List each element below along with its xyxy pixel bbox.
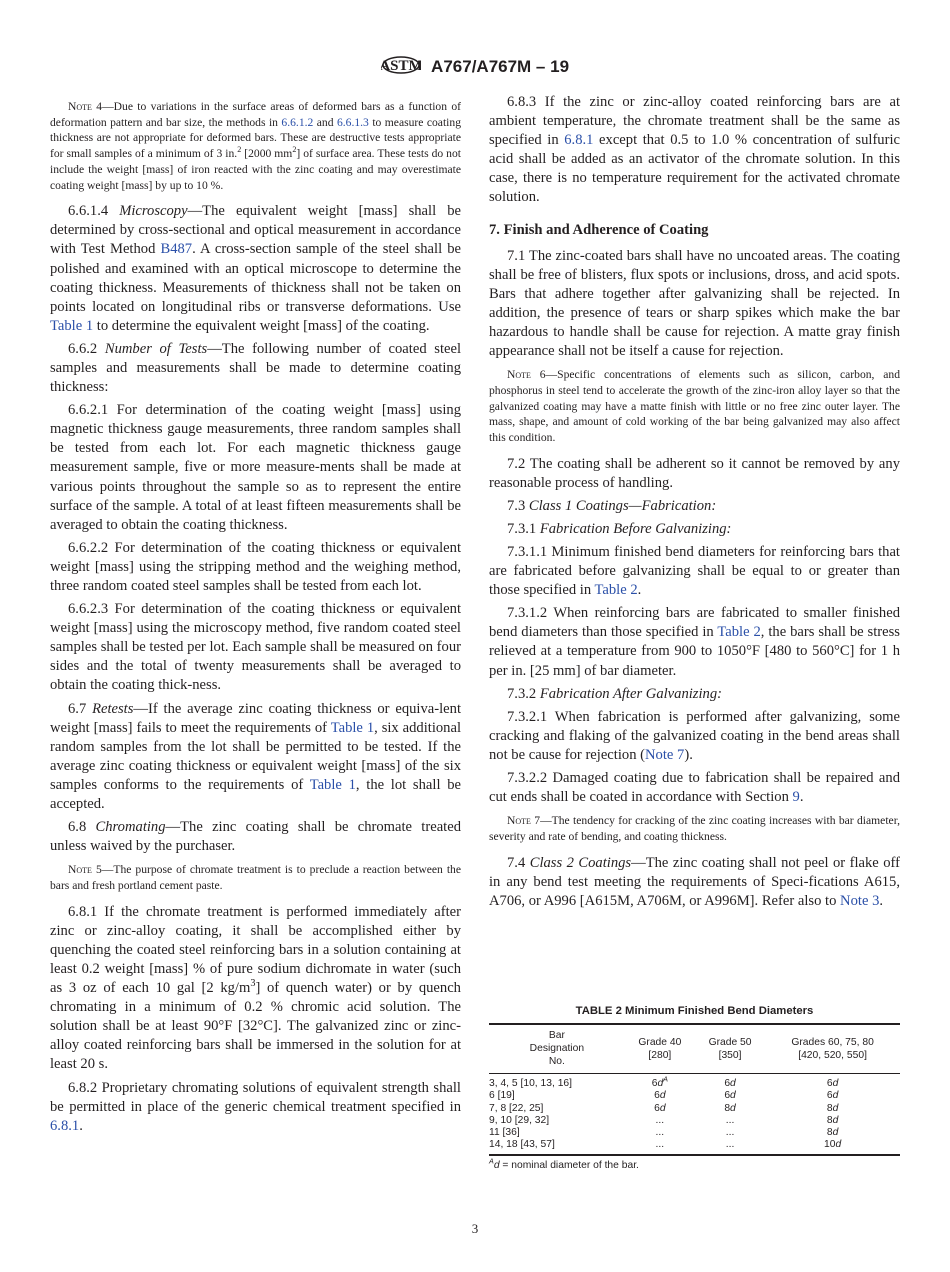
cell-value: 7, 8 [22, 25] — [489, 1102, 544, 1114]
header-line: [350] — [718, 1049, 742, 1061]
italic-text: Microscopy — [119, 203, 188, 220]
text-run: . — [637, 582, 642, 599]
text-run: 6.6.2.1 For determination of the coating weight [mass] using magnetic thickness gauge measurements, three random samples shall be tested from each lot. For each magnetic thickness gauge measurement sample, five or more measure-ments shall be made at various points throughout the sample so as to represent the entire surface of the sample. A total of at least fifteen measurements shall be averaged to obtain the coating thickness. — [50, 402, 461, 533]
text-run: , the lot shall be accepted. — [50, 776, 461, 813]
text-run: 6.8.2 Proprietary chromating solutions of equivalent strength shall be permitted in place of the generic chemical treatment specified in — [50, 1079, 461, 1115]
cross-reference-link[interactable]: Table 1 — [330, 719, 375, 736]
table-cell — [489, 1127, 625, 1139]
cell-value: 9, 10 [29, 32] — [489, 1114, 550, 1126]
note-label: Note 5 — [68, 863, 102, 877]
text-run: 6.8.1 If the chromate treatment is performed immediately after zinc or zinc-alloy coating, it shall be accomplished either by quenching the coated steel reinforcing bars in a solution containing at least 0.2 weight [mass] % of pure sodium dichromate in water (such as 3 oz of each 10 gal [2 kg/m — [50, 903, 461, 997]
table-cell — [695, 1074, 765, 1091]
table-cell — [625, 1074, 695, 1091]
cell-value: 8d — [826, 1102, 839, 1114]
table-cell — [765, 1090, 900, 1102]
paragraph — [489, 497, 900, 516]
cell-value: 6d — [826, 1078, 839, 1089]
note — [50, 862, 461, 893]
italic-text: Class 2 Coatings — [529, 854, 632, 871]
text-run: —The equivalent weight [mass] shall be determined by cross-sectional and optical measurement in accordance with Test Method — [50, 203, 461, 258]
astm-logo-icon — [381, 52, 421, 83]
text-run: 7.3.1 — [507, 520, 540, 537]
text-run: , six additional random samples from the lot shall be permitted to be tested. If the average zinc coating thickness or equivalent weight [mass] of the six samples conforms to the requirements of — [50, 719, 461, 793]
paragraph — [50, 903, 461, 1075]
left-column — [50, 93, 461, 1140]
text-run: . A cross-section sample of the steel shall be polished and examined with an optical microscope to determine the coating thickness. Measurements of thickness shall not be taken on points located on longitudinal ribs or transverse deformations. Use — [50, 241, 461, 315]
cross-reference-link[interactable]: Table 2 — [717, 624, 761, 641]
note — [489, 813, 900, 844]
cell-value: 6d — [654, 1102, 666, 1114]
table-cell — [489, 1103, 625, 1115]
note — [50, 99, 461, 193]
table-footnote — [489, 1156, 900, 1171]
header-line: Grade 40 — [638, 1036, 682, 1048]
section-heading — [489, 222, 900, 239]
text-run: ] of surface area. These tests do not include the weight [mass] of iron reacted with the zinc coating and may overestimate coating weight [mass] by up to 10 %. — [50, 147, 461, 192]
cross-reference-link[interactable]: Note 7 — [645, 746, 685, 763]
cross-reference-link[interactable]: Table 2 — [594, 582, 638, 599]
cell-value: 6d — [826, 1090, 839, 1102]
cell-value: 8d — [826, 1114, 839, 1126]
cross-reference-link[interactable]: Note 3 — [840, 892, 880, 909]
text-run: ] of quench water) or by quench chromating in a minimum of 0.2 % chromic acid solution. The solution shall be at least 90°F [32°C]. The galvanized zinc or zinc-alloy coated reinforcing bars shall be immersed in the solution for at least 20 s. — [50, 980, 461, 1073]
table-cell — [625, 1090, 695, 1102]
text-run: 7.4 — [507, 854, 530, 871]
text-run: . — [799, 789, 804, 806]
cross-reference-link[interactable]: 6.8.1 — [564, 132, 594, 149]
text-run: —Due to variations in the surface areas of deformed bars as a function of deformation pattern and bar size, the methods in — [50, 100, 461, 129]
table-row — [489, 1115, 900, 1127]
cross-reference-link[interactable]: 6.6.1.3 — [336, 115, 369, 129]
table-cell — [695, 1139, 765, 1154]
table-2 — [489, 1005, 900, 1171]
text-run: —Specific concentrations of elements such as silicon, carbon, and phosphorus in steel tend to accelerate the growth of the zinc-iron alloy layer so that the galvanized coating may have a matte finish with little or no free zinc outer layer. The mass, shape, and amount of cold working of the bar being galvanized may also affect this condition. — [489, 368, 901, 444]
text-run: . — [879, 892, 884, 909]
text-run: ). — [684, 746, 693, 763]
cell-value: 14, 18 [43, 57] — [489, 1139, 555, 1151]
svg-text:ASTM: ASTM — [380, 58, 421, 74]
cell-value: ... — [725, 1139, 735, 1151]
text-run: 6.6.2.2 For determination of the coating thickness or equivalent weight [mass] using the stripping method and the weighing method, three random coated steel samples shall be tested from each lot. — [50, 539, 461, 594]
text-run: —The tendency for cracking of the zinc coating increases with bar diameter, severity and rate of bending, and coating thickness. — [489, 814, 900, 843]
text-run: —The purpose of chromate treatment is to preclude a reaction between the bars and fresh portland cement paste. — [50, 863, 462, 893]
text-run: 6.6.2.3 For determination of the coating thickness or equivalent weight [mass] using the microscopy method, five random coated steel samples shall be tested per lot. Each sample shall be measured on four sides and the total of twenty measurements shall be averaged to obtain the coating thick-ness. — [50, 601, 461, 694]
note-label: Note 7 — [507, 814, 541, 828]
paragraph — [489, 604, 900, 680]
header-line: No. — [548, 1056, 565, 1067]
footnote-variable: d — [493, 1159, 500, 1171]
header-line: Grade 50 — [708, 1036, 752, 1048]
text-run: 7.3 — [507, 497, 529, 514]
text-run: 7.3.1.2 When reinforcing bars are fabricated to smaller finished bend diameters than those specified in — [489, 605, 900, 641]
paragraph — [489, 520, 900, 539]
paragraph — [489, 93, 900, 208]
text-run: 7.2 The coating shall be adherent so it cannot be removed by any reasonable process of handling. — [489, 455, 900, 491]
column-header — [765, 1024, 900, 1074]
table-cell — [625, 1139, 695, 1154]
right-column — [489, 93, 900, 915]
text-run: 7.3.2.2 Damaged coating due to fabrication shall be repaired and cut ends shall be coated in accordance with Section — [489, 770, 900, 806]
page-number: 3 — [471, 1221, 479, 1236]
table-cell — [765, 1127, 900, 1139]
table-cell — [489, 1115, 625, 1127]
table-row — [489, 1139, 900, 1154]
paragraph — [489, 455, 900, 493]
cell-value: 6d — [651, 1078, 664, 1089]
cell-value: 8d — [826, 1127, 839, 1139]
table-cell — [489, 1074, 625, 1091]
cross-reference-link[interactable]: Table 1 — [50, 317, 94, 334]
text-run: to determine the equivalent weight [mass] of the coating. — [93, 317, 430, 334]
text-run: 6.7 — [68, 700, 93, 717]
italic-text: Fabrication After Galvanizing: — [539, 685, 722, 702]
superscript: 2 — [237, 145, 242, 155]
document-designation: A767/A767M – 19 — [431, 56, 570, 76]
table-cell — [765, 1103, 900, 1115]
footnote-mark: A — [489, 1156, 494, 1166]
text-run: 7.3.2.1 When fabrication is performed after galvanizing, some cracking and flaking of the galvanized coating in the bend areas shall not be cause for rejection ( — [489, 708, 900, 763]
paragraph — [50, 600, 461, 695]
table-cell — [489, 1090, 625, 1102]
table-cell — [695, 1103, 765, 1115]
cross-reference-link[interactable]: 6.6.1.2 — [281, 115, 314, 129]
table-row — [489, 1074, 900, 1091]
page-header — [0, 52, 950, 83]
paragraph — [489, 708, 900, 765]
paragraph — [50, 818, 461, 856]
cell-value: ... — [655, 1114, 665, 1126]
text-run: to measure coating thickness are not appropriate for deformed bars. These are destructive tests appropriate for small samples of a minimum of 3 in. — [50, 115, 461, 161]
paragraph — [50, 340, 461, 397]
cell-value: ... — [655, 1139, 665, 1151]
text-run: 6.8 — [68, 819, 96, 836]
paragraph — [50, 539, 461, 596]
footnote-text: = nominal diameter of the bar. — [499, 1159, 639, 1171]
paragraph — [489, 769, 900, 807]
footnote-mark: A — [663, 1074, 668, 1084]
cell-value: 6d — [654, 1090, 666, 1102]
header-line: [420, 520, 550] — [798, 1049, 867, 1061]
paragraph — [489, 247, 900, 362]
column-header — [625, 1024, 695, 1074]
italic-text: Retests — [92, 700, 134, 717]
superscript: 2 — [292, 145, 297, 155]
cross-reference-link[interactable]: 6.8.1 — [50, 1117, 80, 1134]
column-header — [489, 1024, 625, 1074]
header-line: Designation — [529, 1043, 585, 1054]
table-cell — [695, 1127, 765, 1139]
table-cell — [695, 1090, 765, 1102]
table-cell — [625, 1103, 695, 1115]
text-run: , the bars shall be stress relieved at a temperature from 900 to 1050°F [480 to 560°C] for 1 h per in. [25 mm] of bar diameter. — [489, 624, 900, 679]
italic-text: Number of Tests — [104, 340, 208, 357]
table-row — [489, 1127, 900, 1139]
text-run: —The following number of coated steel samples and measurements shall be made to determine coating thickness: — [50, 340, 462, 396]
text-run: —If the average zinc coating thickness or equiva-lent weight [mass] fails to meet the requirements of — [50, 700, 462, 736]
table-cell — [695, 1115, 765, 1127]
text-run: 7.3.2 — [507, 685, 540, 702]
cell-value: 6d — [724, 1090, 736, 1102]
cell-value: 10d — [823, 1139, 842, 1151]
text-run: —The zinc coating shall not peel or flake off in any bend test meeting the requirements of Speci-fications A615, A706, or A996 [A615M, A706M, or A996M]. Refer also to — [489, 854, 901, 909]
table-caption: TABLE 2 Minimum Finished Bend Diameters — [575, 1005, 814, 1017]
text-run: . — [79, 1117, 83, 1134]
note — [489, 367, 900, 446]
paragraph — [50, 700, 461, 815]
cross-reference-link[interactable]: 9 — [792, 789, 800, 806]
cell-value: ... — [725, 1127, 735, 1139]
table-row — [489, 1103, 900, 1115]
header-line: Grades 60, 75, 80 — [791, 1036, 874, 1048]
note-label: Note 6 — [507, 368, 546, 382]
italic-text: Fabrication Before Galvanizing: — [539, 520, 732, 537]
note-label: Note 4 — [68, 100, 103, 113]
header-line: [280] — [648, 1049, 672, 1061]
text-run: 7.1 The zinc-coated bars shall have no uncoated areas. The coating shall be free of blisters, flux spots or inclusions, dross, and acid spots. Bars that adhere together after galvanizing shall be rejected. In addition, the presence of tears or sharp spikes which make the bar hazardous to handle shall be cause for rejection. A matte gray finish appearance shall not be itself a cause for rejection. — [489, 247, 900, 360]
text-run: 6.8.3 If the zinc or zinc-alloy coated reinforcing bars are at ambient temperature, the chromate treatment shall be the same as specified in — [489, 94, 900, 149]
superscript: 3 — [250, 978, 256, 990]
text-run: [2000 mm — [241, 147, 293, 161]
text-run: —The zinc coating shall be chromate treated unless waived by the purchaser. — [50, 819, 462, 855]
text-run: 6.6.1.4 — [68, 203, 120, 220]
cell-value: 11 [36] — [489, 1127, 520, 1139]
italic-text: Chromating — [95, 819, 166, 836]
cell-value: 6 [19] — [489, 1090, 515, 1102]
paragraph — [50, 202, 461, 336]
paragraph — [489, 854, 900, 911]
paragraph — [489, 685, 900, 704]
cell-value: ... — [725, 1114, 735, 1126]
italic-text: Class 1 Coatings—Fabrication: — [528, 497, 717, 514]
table-cell — [765, 1115, 900, 1127]
cross-reference-link[interactable]: Table 1 — [309, 776, 356, 793]
text-run: 7. Finish and Adherence of Coating — [489, 221, 709, 238]
paragraph — [50, 401, 461, 535]
cell-value: 3, 4, 5 [10, 13, 16] — [489, 1078, 573, 1089]
text-run: 7.3.1.1 Minimum finished bend diameters for reinforcing bars that are fabricated before galvanizing shall be equal to or greater than those specified in — [489, 544, 900, 599]
table-cell — [625, 1115, 695, 1127]
table-row — [489, 1090, 900, 1102]
table-cell — [625, 1127, 695, 1139]
cell-value: 8d — [724, 1102, 736, 1114]
paragraph — [489, 543, 900, 600]
table-cell — [765, 1139, 900, 1154]
table-cell — [765, 1074, 900, 1091]
text-run: 6.6.2 — [68, 340, 105, 357]
text-run: except that 0.5 to 1.0 % concentration of sulfuric acid shall be added as an activator of the chromate solution. In this case, there is no temperature requirement for the activated chromate solution. — [489, 132, 901, 206]
column-header — [695, 1024, 765, 1074]
cross-reference-link[interactable]: B487 — [160, 241, 193, 258]
cell-value: 6d — [724, 1078, 736, 1089]
paragraph — [50, 1079, 461, 1136]
text-run: and — [313, 115, 337, 129]
cell-value: ... — [655, 1127, 665, 1139]
table-cell — [489, 1139, 625, 1154]
header-line: Bar — [548, 1030, 565, 1041]
